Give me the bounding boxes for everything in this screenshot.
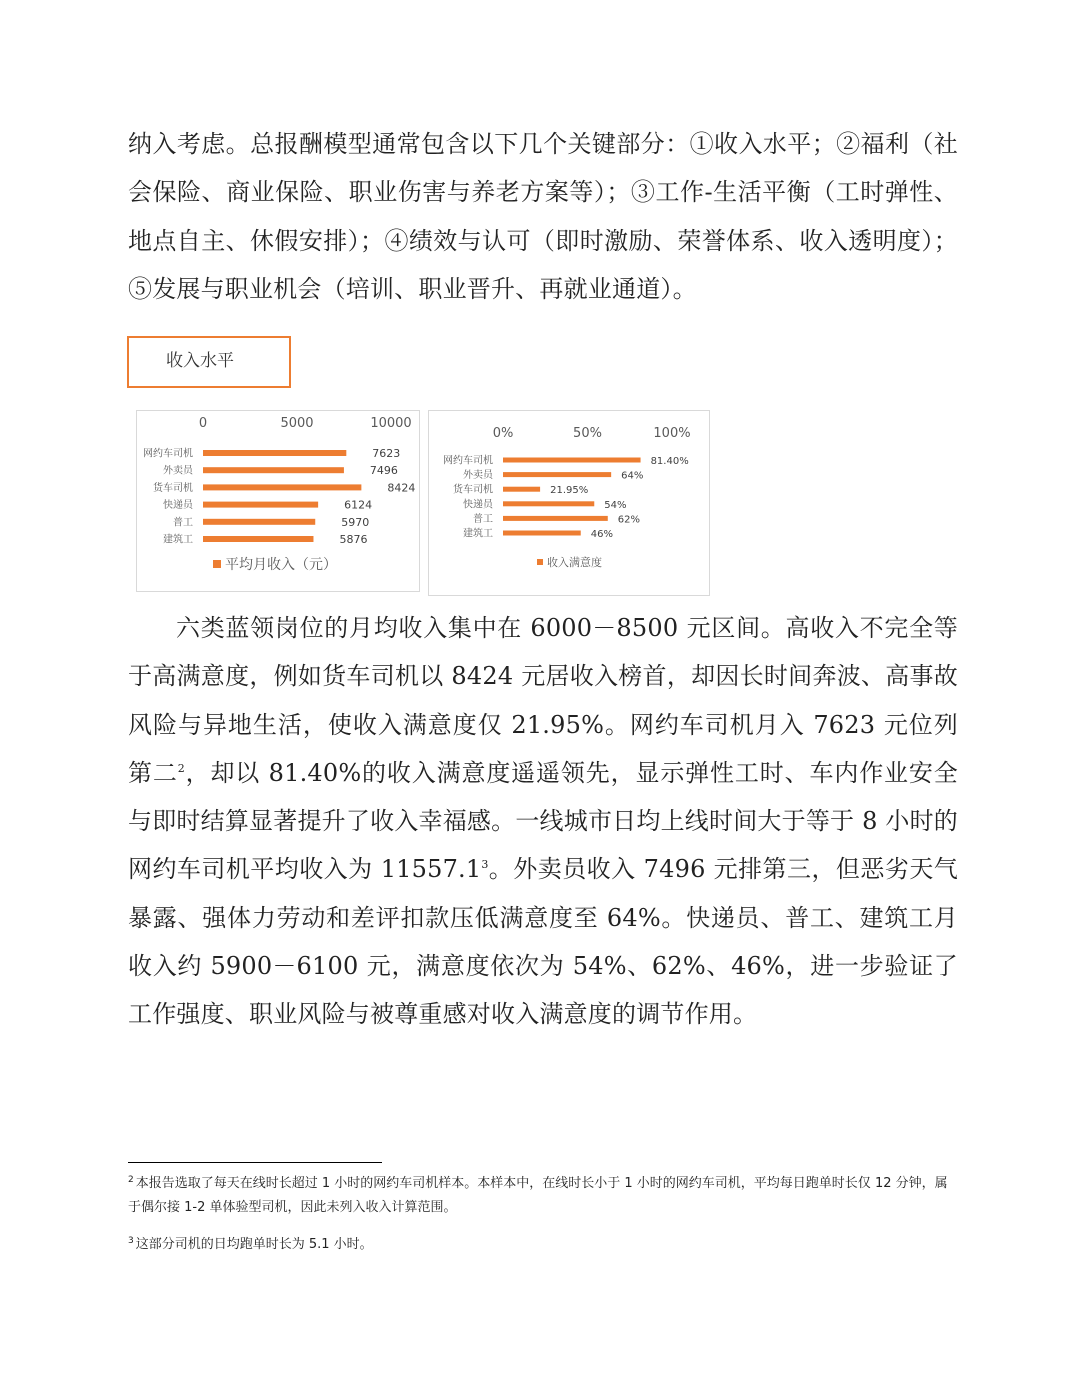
satisfaction-bar-chart (428, 410, 710, 596)
income-chart-tick-label: 0 (198, 416, 208, 431)
income-chart-value-label: 8424 (387, 481, 416, 495)
footnote-2-text: 本报告选取了每天在线时长超过 1 小时的网约车司机样本。本样本中，在线时长小于 1 小时的网约车司机，平均每日跑单时长仅 12 分钟，属于偶尔接 1-2 单体验型司机，因此未列入收入计算范围。 (128, 1176, 948, 1215)
income-chart-bar (203, 536, 313, 542)
income-chart-bar (203, 502, 318, 508)
satisfaction-chart-bar (503, 516, 608, 521)
satisfaction-chart-bar (503, 531, 581, 536)
satisfaction-chart-svg (429, 411, 709, 595)
income-chart-svg (137, 411, 419, 591)
income-chart-legend-swatch (213, 560, 221, 568)
satisfaction-chart-tick-label: 0% (492, 426, 514, 441)
satisfaction-chart-value-label: 46% (590, 529, 613, 540)
satisfaction-chart-value-label: 64% (621, 470, 644, 482)
income-bar-chart (136, 410, 420, 592)
satisfaction-chart-value-label: 81.40% (650, 456, 689, 467)
income-chart-bar (203, 484, 361, 490)
footnote-2 (128, 1172, 958, 1220)
footnote-2-mark: 2 (128, 1174, 134, 1185)
income-chart-category-label: 建筑工 (163, 534, 193, 546)
section-label-box (127, 336, 291, 388)
satisfaction-chart-bar (503, 458, 641, 463)
intro-paragraph: 纳入考虑。总报酬模型通常包含以下几个关键部分：①收入水平；②福利（社会保险、商业保险、职业伤害与养老方案等）；③工作-生活平衡（工时弹性、地点自主、休假安排）；④绩效与认可（即时激励、荣誉体系、收入透明度）；⑤发展与职业机会（培训、职业晋升、再就业通道）。 (128, 130, 958, 303)
satisfaction-chart-bar (503, 487, 540, 492)
income-chart-category-label: 货车司机 (153, 482, 193, 494)
footnote-separator (128, 1162, 382, 1163)
income-chart-category-label: 外卖员 (163, 465, 193, 477)
income-chart-value-label: 7496 (369, 464, 398, 478)
analysis-text-2: ，却以 81.40%的收入满意度遥遥领先，显示弹性工时、车内作业安全与即时结算显著提升了收入幸福感。一线城市日均上线时间大于等于 8 小时的网约车司机平均收入为 11557.1 (128, 758, 958, 884)
satisfaction-chart-tick-label: 50% (573, 426, 602, 441)
satisfaction-chart-category-label: 建筑工 (463, 528, 493, 540)
analysis-text-3: 。外卖员收入 7496 元排第三，但恶劣天气暴露、强体力劳动和差评扣款压低满意度至 64%。快递员、普工、建筑工月收入约 5900－6100 元，满意度依次为 54%、62%、46%，进一步验证了工作强度、职业风险与被尊重感对收入满意度的调节作用。 (128, 855, 958, 1029)
satisfaction-chart-legend-swatch (537, 559, 543, 565)
income-chart-category-label: 网约车司机 (143, 448, 193, 460)
income-chart-bar (203, 450, 346, 456)
satisfaction-chart-value-label: 21.95% (550, 485, 589, 497)
income-chart-value-label: 5970 (341, 515, 370, 529)
section-label: 收入水平 (166, 351, 234, 371)
income-chart-category-label: 普工 (173, 517, 193, 529)
satisfaction-chart-value-label: 62% (617, 514, 641, 526)
satisfaction-chart-category-label: 普工 (473, 513, 493, 525)
income-chart-bar (203, 467, 344, 473)
income-chart-value-label: 7623 (372, 447, 401, 460)
satisfaction-chart-category-label: 快递员 (463, 499, 493, 511)
footnote-3 (128, 1233, 958, 1257)
analysis-paragraph (128, 604, 958, 1039)
income-chart-category-label: 快递员 (163, 500, 193, 512)
footnote-3-text: 这部分司机的日均跑单时长为 5.1 小时。 (135, 1237, 373, 1252)
income-chart-legend-label: 平均月收入（元） (225, 557, 337, 573)
satisfaction-chart-bar (503, 472, 611, 477)
satisfaction-chart-legend-label: 收入满意度 (547, 556, 602, 569)
footnote-ref-3[interactable]: 3 (481, 858, 489, 872)
income-chart-value-label: 6124 (344, 498, 373, 512)
income-chart-tick-label: 5000 (280, 416, 314, 431)
analysis-text-1: 六类蓝领岗位的月均收入集中在 6000－8500 元区间。高收入不完全等于高满意度，例如货车司机以 8424 元居收入榜首，却因长时间奔波、高事故风险与异地生活，使收入满意度仅 21.95%。网约车司机月入 7623 元位列第二 (128, 614, 958, 787)
satisfaction-chart-category-label: 外卖员 (463, 470, 493, 482)
satisfaction-chart-value-label: 54% (604, 499, 627, 511)
satisfaction-chart-tick-label: 100% (653, 426, 691, 441)
footnote-ref-2[interactable]: 2 (177, 761, 185, 775)
income-chart-tick-label: 10000 (370, 416, 412, 431)
satisfaction-chart-category-label: 货车司机 (453, 484, 493, 496)
income-chart-value-label: 5876 (339, 533, 368, 546)
satisfaction-chart-bar (503, 501, 594, 506)
footnote-3-mark: 3 (128, 1235, 134, 1246)
income-chart-bar (203, 519, 315, 525)
satisfaction-chart-category-label: 网约车司机 (443, 455, 493, 467)
